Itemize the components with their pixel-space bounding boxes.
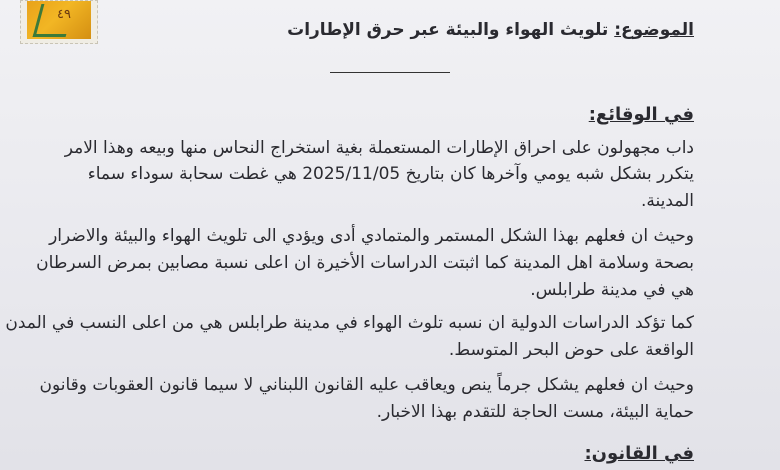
subject-line: [287, 20, 694, 40]
postage-stamp: [20, 0, 98, 44]
paragraph-line: وحيث ان فعلهم بهذا الشكل المستمر والمتمادي أدى ويؤدي الى تلويث الهواء والبيئة والاضرار: [49, 226, 694, 246]
paragraph-line: بصحة وسلامة اهل المدينة كما اثبتت الدراسات الأخيرة ان اعلى نسبة مصابين بمرض السرطان: [36, 253, 694, 273]
paragraph-line: المدينة.: [640, 191, 694, 211]
paragraph-line: وحيث ان فعلهم يشكل جرماً ينص ويعاقب عليه القانون اللبناني لا سيما قانون العقوبات وقانون: [39, 375, 694, 395]
paragraph-line: داب مجهولون على احراق الإطارات المستعملة بغية استخراج النحاس منها وبيعه وهذا الامر: [64, 138, 694, 158]
subject-label: الموضوع:: [614, 20, 694, 40]
paragraph-line: حماية البيئة، مست الحاجة للتقدم بهذا الاخبار.: [376, 402, 694, 422]
paragraph-line: الواقعة على حوض البحر المتوسط.: [448, 340, 694, 360]
subject-text: تلويث الهواء والبيئة عبر حرق الإطارات: [287, 20, 609, 40]
paragraph-line: يتكرر بشكل شبه يومي وآخرها كان بتاريخ 2025/11/05 هي غطت سحابة سوداء سماء: [87, 164, 694, 184]
title-divider: [330, 72, 450, 73]
paragraph-line: هي في مدينة طرابلس.: [530, 280, 694, 300]
law-heading: في القانون:: [584, 443, 694, 464]
stamp-number: ٤٩: [57, 7, 71, 22]
facts-heading: في الوقائع:: [588, 104, 694, 125]
stamp-image: [27, 1, 91, 39]
paragraph-line: كما تؤكد الدراسات الدولية ان نسبه تلوث الهواء في مدينة طرابلس هي من اعلى النسب في المدن: [5, 313, 694, 333]
